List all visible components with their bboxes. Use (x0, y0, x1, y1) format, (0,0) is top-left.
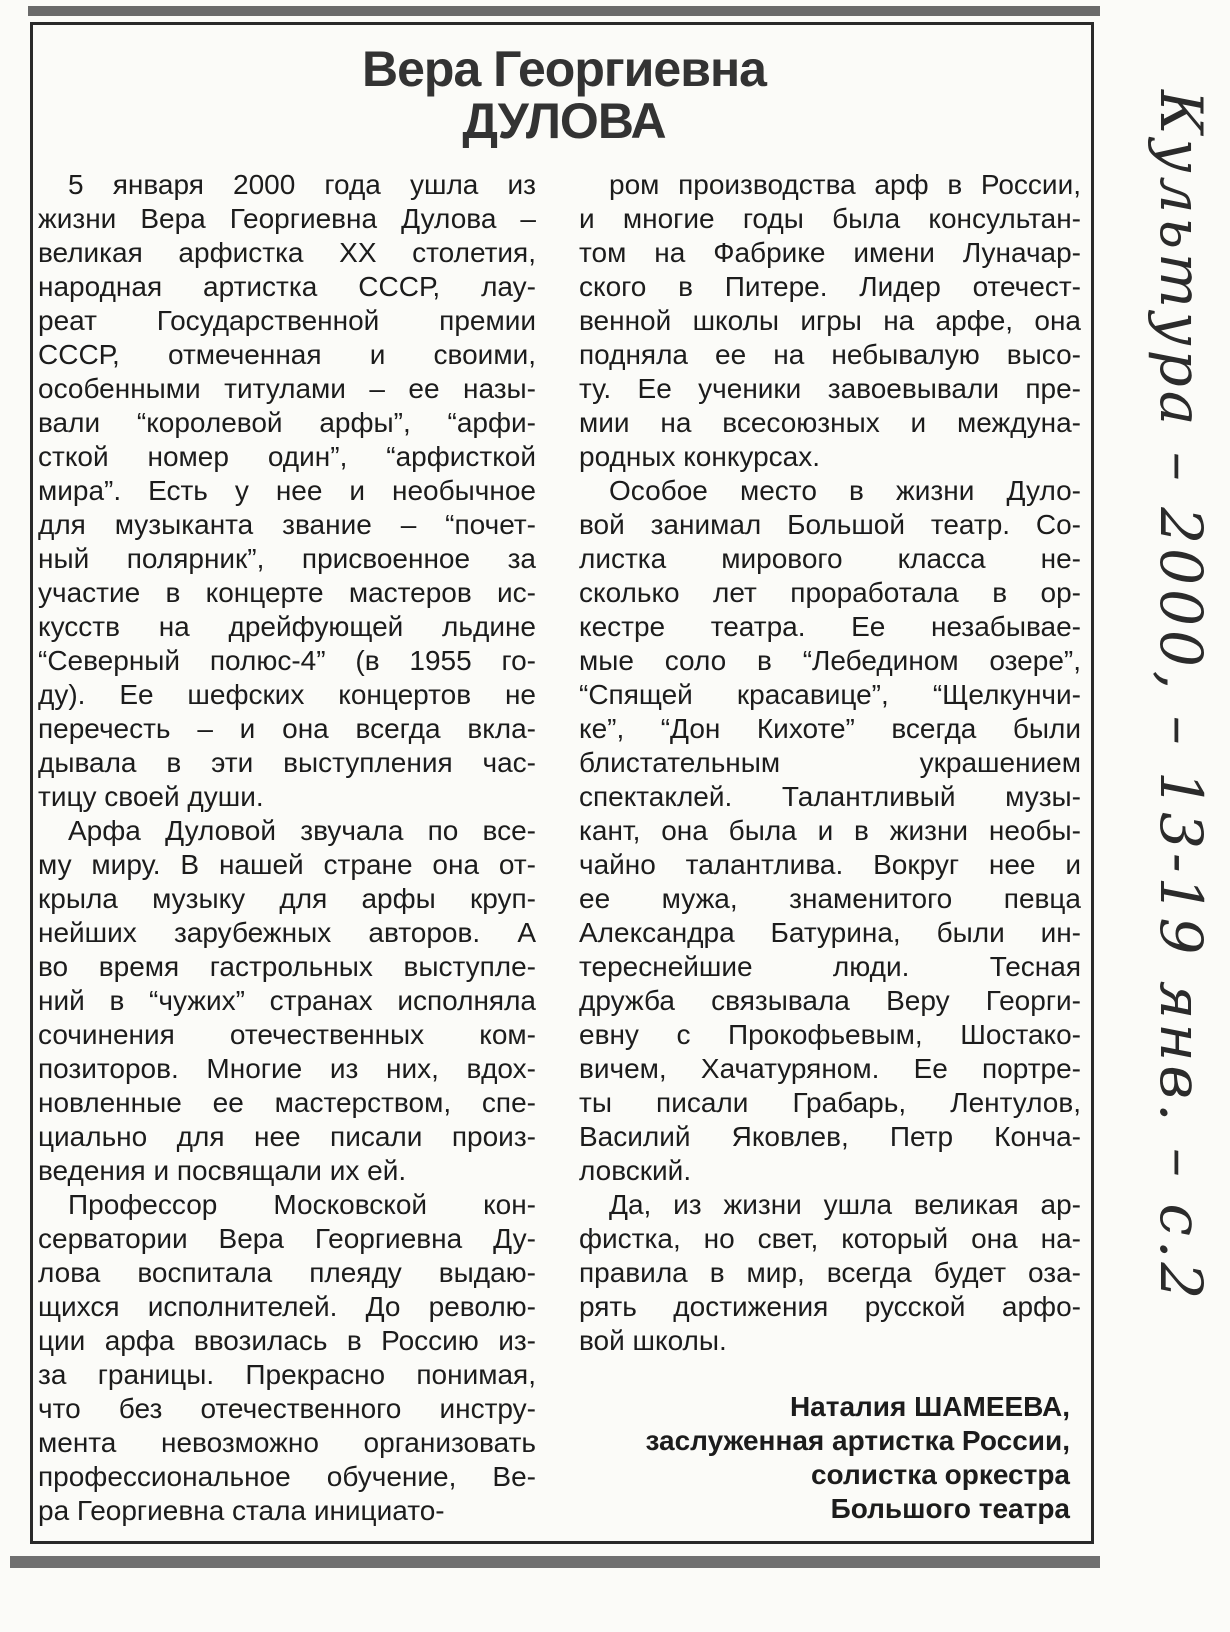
article-title-line1: Вера Георгиевна (362, 41, 766, 97)
text-line: ловский. (579, 1155, 692, 1186)
text-line: сколько лет проработала в ор- (579, 577, 1081, 608)
text-line: листка мирового класса не- (579, 543, 1081, 574)
text-line: щихся исполнителей. До револю- (38, 1291, 536, 1322)
text-line: вали “королевой арфы”, “арфи- (38, 407, 536, 438)
text-line: ду). Ее шефских концертов не (38, 679, 536, 710)
text-line: кестре театра. Ее незабывае- (579, 611, 1081, 642)
text-line: сочинения отечественных ком- (38, 1019, 536, 1050)
text-line: фистка, но свет, который она на- (579, 1223, 1081, 1254)
text-line: крыла музыку для арфы круп- (38, 883, 536, 914)
text-line: реат Государственной премии (38, 305, 536, 336)
text-line: за границы. Прекрасно понимая, (38, 1359, 536, 1390)
text-line: профессиональное обучение, Ве- (38, 1461, 536, 1492)
text-line: блистательным украшением (579, 747, 1081, 778)
text-line: 5 января 2000 года ушла из (68, 169, 536, 200)
text-line: ее мужа, знаменитого певца (579, 883, 1081, 914)
text-line: позиторов. Многие из них, вдох- (38, 1053, 536, 1084)
text-line: дывала в эти выступления час- (38, 747, 536, 778)
text-line: Профессор Московской кон- (68, 1189, 536, 1220)
text-line: “Спящей красавице”, “Щелкунчи- (579, 679, 1081, 710)
text-line: ции арфа ввозилась в Россию из- (38, 1325, 536, 1356)
handwritten-source-note: Культура – 2000, – 13-19 янв. – с.2 (1147, 90, 1215, 1304)
text-line: дружба связывала Веру Георги- (579, 985, 1081, 1016)
text-line: мира”. Есть у нее и необычное (38, 475, 536, 506)
text-line: рять достижения русской арфо- (579, 1291, 1081, 1322)
text-line: подняла ее на небывалую высо- (579, 339, 1081, 370)
text-line: чайно талантлива. Вокруг нее и (579, 849, 1081, 880)
text-line: кант, она была и в жизни необы- (579, 815, 1081, 846)
text-line: нейших зарубежных авторов. А (38, 917, 536, 948)
signature-line: Наталия ШАМЕЕВА, (789, 1391, 1070, 1422)
text-line: тицу своей души. (38, 781, 264, 812)
text-line: ке”, “Дон Кихоте” всегда были (579, 713, 1081, 744)
text-line: жизни Вера Георгиевна Дулова – (38, 203, 536, 234)
text-line: вой школы. (579, 1325, 727, 1356)
signature-line: Большого театра (830, 1493, 1070, 1524)
text-line: участие в концерте мастеров ис- (38, 577, 536, 608)
author-signature (560, 1390, 1070, 1526)
text-line: венной школы игры на арфе, она (579, 305, 1081, 336)
text-line: великая арфистка XX столетия, (38, 237, 536, 268)
signature-line: солистка оркестра (810, 1459, 1070, 1490)
text-line: и многие годы была консультан- (579, 203, 1081, 234)
text-line: правила в мир, всегда будет оза- (579, 1257, 1081, 1288)
text-line: тереснейшие люди. Тесная (579, 951, 1081, 982)
text-line: мые соло в “Лебедином озере”, (579, 645, 1081, 676)
text-line: новленные ее мастерством, спе- (38, 1087, 536, 1118)
article-title-line2: ДУЛОВА (462, 93, 666, 149)
text-line: том на Фабрике имени Луначар- (579, 237, 1081, 268)
text-line: ского в Питере. Лидер отечест- (579, 271, 1081, 302)
signature-line: заслуженная артистка России, (645, 1425, 1070, 1456)
top-rule (28, 6, 1100, 16)
text-line: что без отечественного инстру- (38, 1393, 536, 1424)
text-line: народная артистка СССР, лау- (38, 271, 536, 302)
text-line: Да, из жизни ушла великая ар- (609, 1189, 1081, 1220)
text-line: “Северный полюс-4” (в 1955 го- (38, 645, 536, 676)
text-line: Василий Яковлев, Петр Конча- (579, 1121, 1081, 1152)
text-line: для музыканта звание – “почет- (38, 509, 536, 540)
text-line: циально для нее писали произ- (38, 1121, 536, 1152)
text-line: вой занимал Большой театр. Со- (579, 509, 1081, 540)
text-line: во время гастрольных выступле- (38, 951, 536, 982)
text-line: ний в “чужих” странах исполняла (38, 985, 536, 1016)
text-line: ведения и посвящали их ей. (38, 1155, 407, 1186)
text-line: Александра Батурина, были ин- (579, 917, 1081, 948)
text-line: родных конкурсах. (579, 441, 821, 472)
text-line: кусств на дрейфующей льдине (38, 611, 536, 642)
text-line: особенными титулами – ее назы- (38, 373, 536, 404)
text-line: ты писали Грабарь, Лентулов, (579, 1087, 1081, 1118)
text-line: вичем, Хачатуряном. Ее портре- (579, 1053, 1081, 1084)
text-line: лова воспитала плеяду выдаю- (38, 1257, 536, 1288)
text-line: ром производства арф в России, (609, 169, 1081, 200)
text-line: Арфа Дуловой звучала по все- (68, 815, 536, 846)
left-column (38, 168, 536, 1528)
text-line: спектаклей. Талантливый музы- (579, 781, 1081, 812)
text-line: мии на всесоюзных и междуна- (579, 407, 1081, 438)
text-line: ту. Ее ученики завоевывали пре- (579, 373, 1081, 404)
text-line: му миру. В нашей стране она от- (38, 849, 536, 880)
bottom-rule (10, 1556, 1100, 1568)
text-line: сткой номер один”, “арфисткой (38, 441, 536, 472)
right-column (579, 168, 1081, 1358)
text-line: СССР, отмеченная и своими, (38, 339, 536, 370)
text-line: серватории Вера Георгиевна Ду- (38, 1223, 536, 1254)
text-line: Особое место в жизни Дуло- (609, 475, 1081, 506)
text-line: мента невозможно организовать (38, 1427, 536, 1458)
text-line: евну с Прокофьевым, Шостако- (579, 1019, 1081, 1050)
text-line: перечесть – и она всегда вкла- (38, 713, 536, 744)
text-line: ный полярник”, присвоенное за (38, 543, 536, 574)
text-line: ра Георгиевна стала инициато- (38, 1495, 445, 1526)
